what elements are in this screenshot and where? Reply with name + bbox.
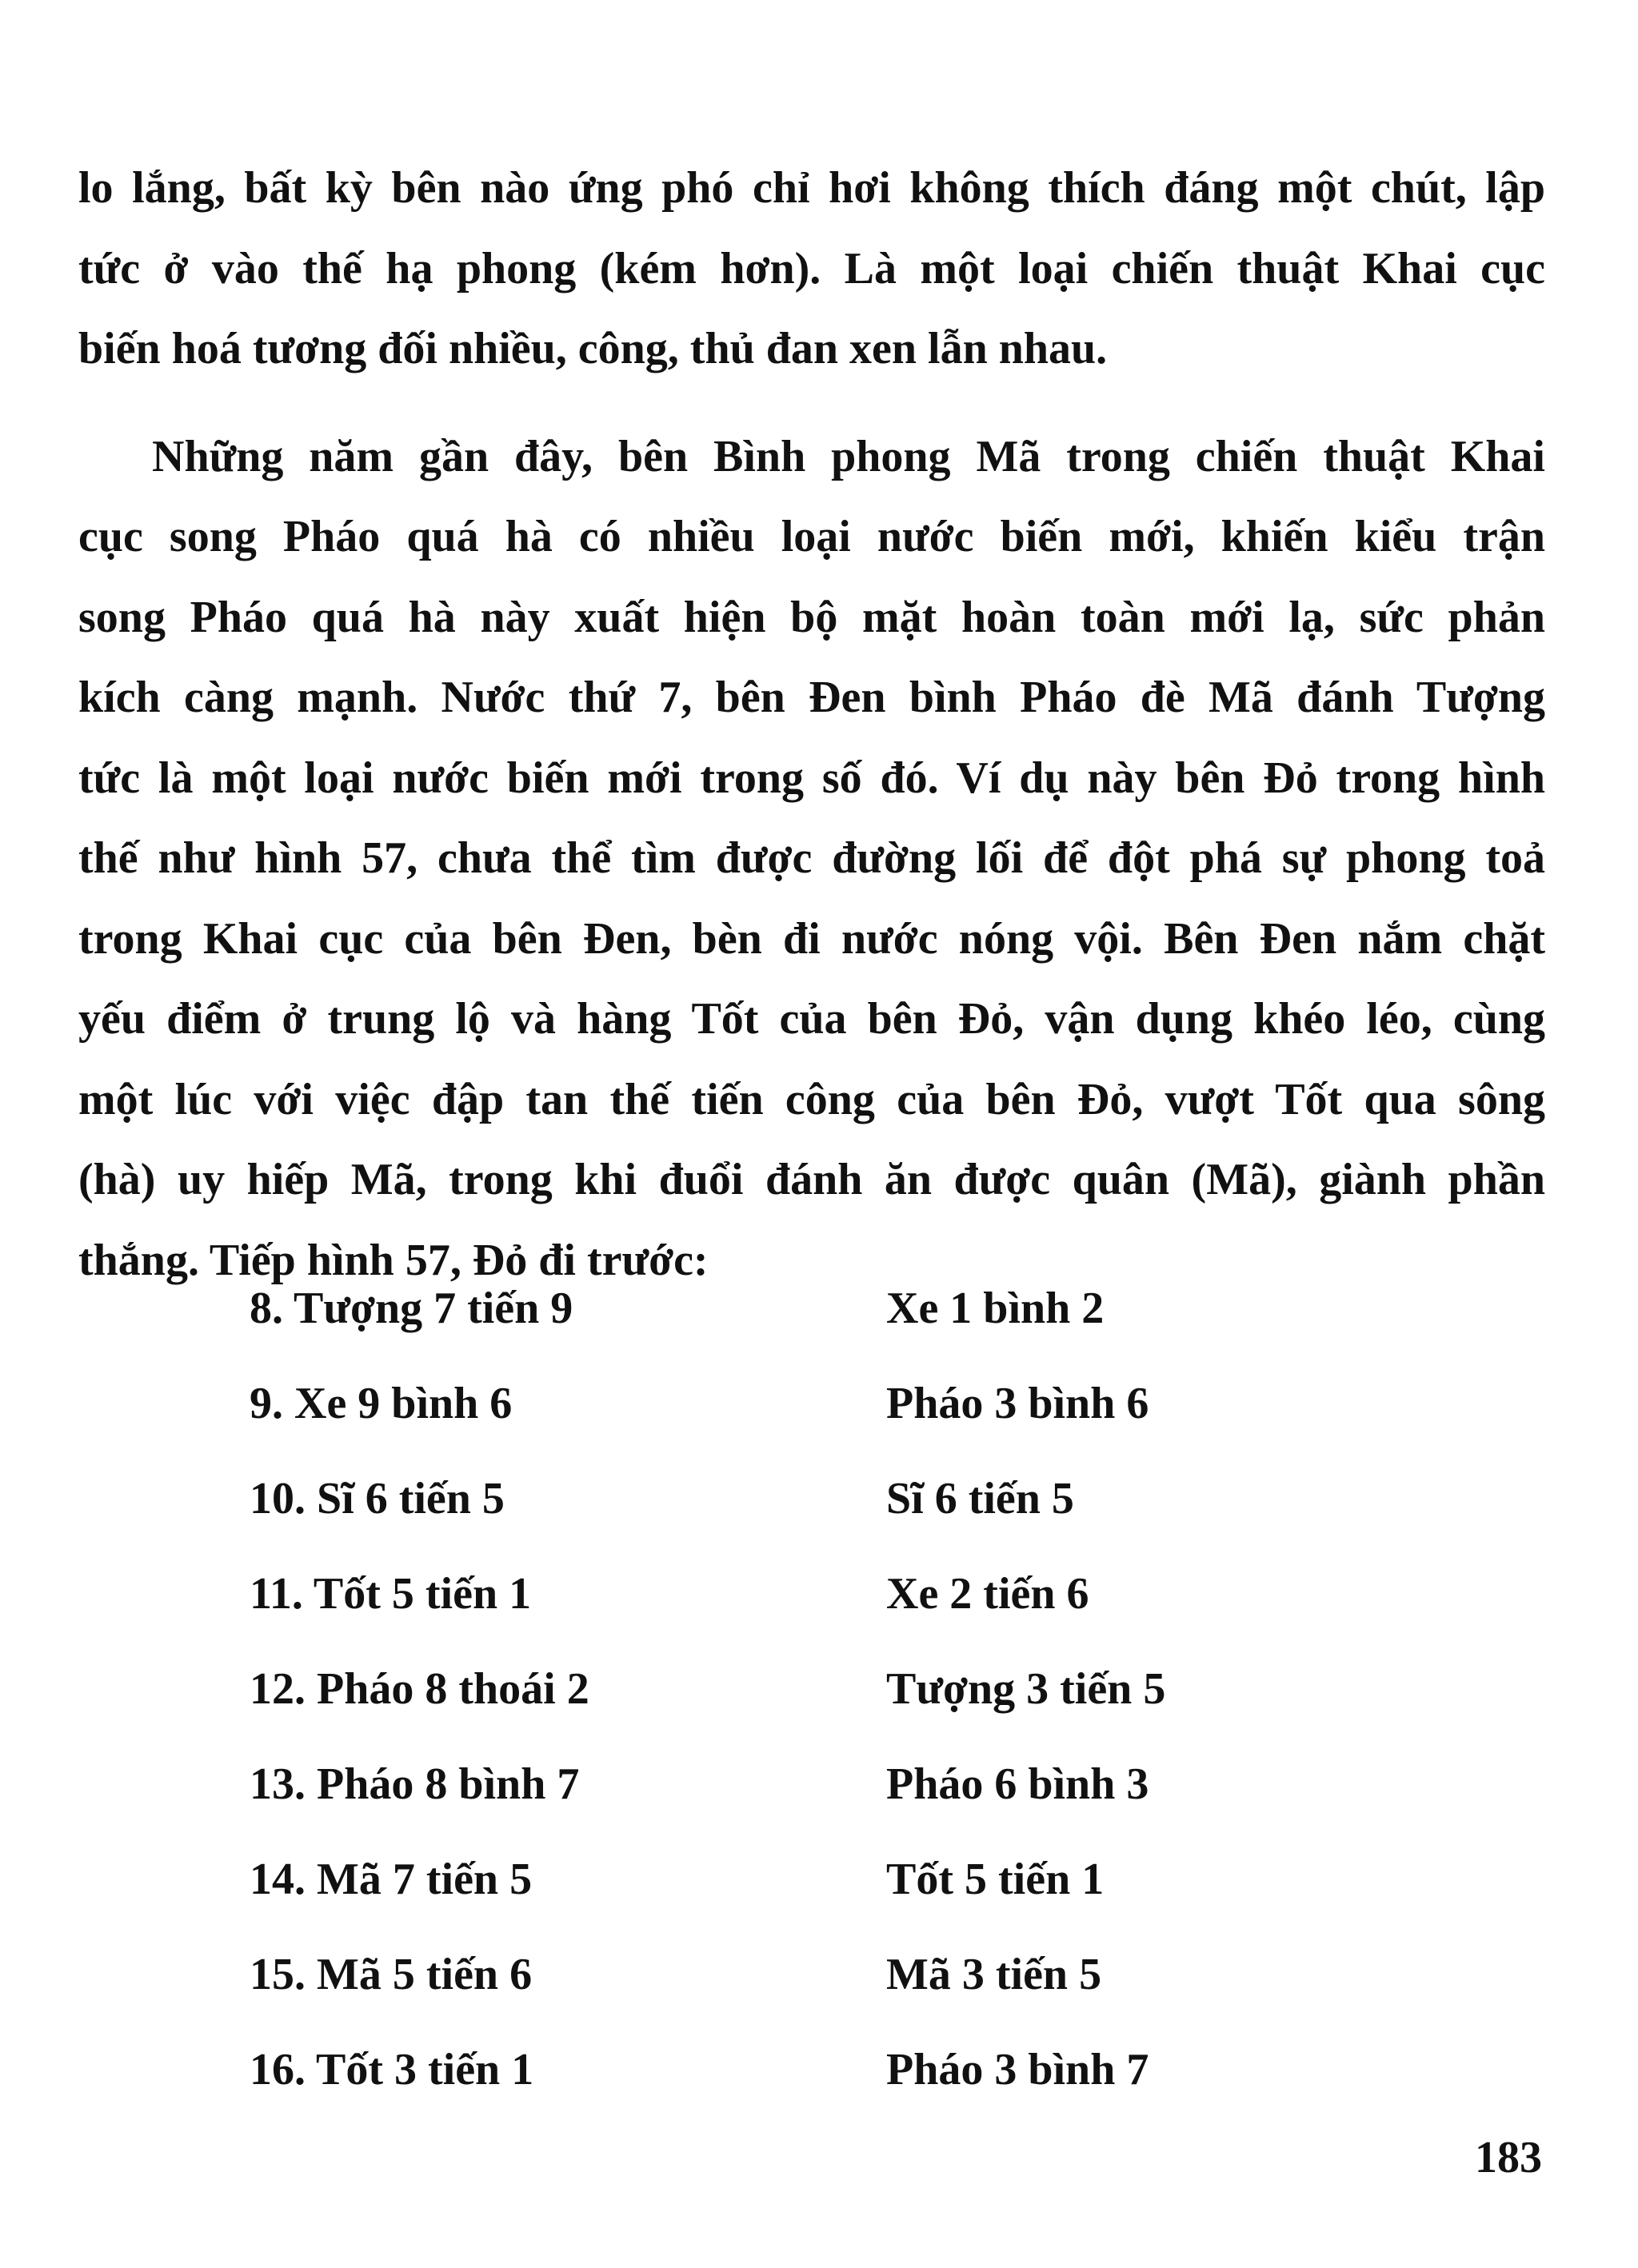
black-move: Mã 3 tiến 5 [886, 1950, 1102, 1999]
red-move: 10. Sĩ 6 tiến 5 [250, 1474, 505, 1523]
red-move: 13. Pháo 8 bình 7 [250, 1759, 580, 1809]
paragraph [78, 148, 1545, 389]
black-move: Pháo 3 bình 6 [886, 1379, 1149, 1428]
paragraph [78, 417, 1545, 1301]
black-move: Tốt 5 tiến 1 [886, 1855, 1105, 1904]
text-line: tức ở vào thế hạ phong (kém hơn). Là một loại chiến thuật Khai cục [78, 243, 1545, 293]
text-line: kích càng mạnh. Nước thứ 7, bên Đen bình Pháo đè Mã đánh Tượng [78, 673, 1545, 722]
text-line: thế như hình 57, chưa thể tìm được đường lối để đột phá sự phong toả [78, 833, 1545, 883]
text-line: một lúc với việc đập tan thế tiến công của bên Đỏ, vượt Tốt qua sông [78, 1074, 1545, 1124]
red-move: 14. Mã 7 tiến 5 [250, 1855, 533, 1904]
move-row [0, 2044, 1638, 2139]
red-move: 12. Pháo 8 thoái 2 [250, 1664, 589, 1714]
move-row [0, 1759, 1638, 1854]
move-row [0, 1568, 1638, 1663]
black-move: Xe 1 bình 2 [886, 1284, 1105, 1333]
text-line: trong Khai cục của bên Đen, bèn đi nước nóng vội. Bên Đen nắm chặt [78, 913, 1545, 964]
body-text [78, 148, 1545, 1300]
black-move: Pháo 6 bình 3 [886, 1759, 1149, 1809]
paragraph-spacer [78, 389, 1545, 417]
move-row [0, 1378, 1638, 1473]
text-line: song Pháo quá hà này xuất hiện bộ mặt hoàn toàn mới lạ, sức phản [78, 592, 1545, 642]
text-line: (hà) uy hiếp Mã, trong khi đuổi đánh ăn được quân (Mã), giành phần [78, 1155, 1545, 1204]
red-move: 15. Mã 5 tiến 6 [250, 1950, 533, 1999]
red-move: 16. Tốt 3 tiến 1 [250, 2045, 534, 2094]
move-row [0, 1949, 1638, 2044]
text-line: Những năm gần đây, bên Bình phong Mã trong chiến thuật Khai [152, 431, 1545, 481]
move-row [0, 1473, 1638, 1568]
move-row [0, 1663, 1638, 1759]
move-list [0, 1283, 1638, 2139]
text-line: thắng. Tiếp hình 57, Đỏ đi trước: [78, 1235, 709, 1285]
red-move: 11. Tốt 5 tiến 1 [250, 1569, 532, 1619]
red-move: 8. Tượng 7 tiến 9 [250, 1284, 573, 1333]
text-line: cục song Pháo quá hà có nhiều loại nước biến mới, khiến kiểu trận [78, 512, 1545, 561]
text-line: biến hoá tương đối nhiều, công, thủ đan xen lẫn nhau. [78, 324, 1108, 373]
black-move: Pháo 3 bình 7 [886, 2045, 1149, 2094]
text-line: tức là một loại nước biến mới trong số đó. Ví dụ này bên Đỏ trong hình [78, 753, 1545, 803]
red-move: 9. Xe 9 bình 6 [250, 1379, 513, 1428]
move-row [0, 1854, 1638, 1949]
text-line: lo lắng, bất kỳ bên nào ứng phó chỉ hơi không thích đáng một chút, lập [78, 163, 1545, 213]
black-move: Xe 2 tiến 6 [886, 1569, 1089, 1619]
move-row [0, 1283, 1638, 1378]
black-move: Sĩ 6 tiến 5 [886, 1474, 1074, 1523]
black-move: Tượng 3 tiến 5 [886, 1664, 1166, 1714]
page-number: 183 [1475, 2133, 1542, 2182]
text-line: yếu điểm ở trung lộ và hàng Tốt của bên Đỏ, vận dụng khéo léo, cùng [78, 994, 1545, 1044]
